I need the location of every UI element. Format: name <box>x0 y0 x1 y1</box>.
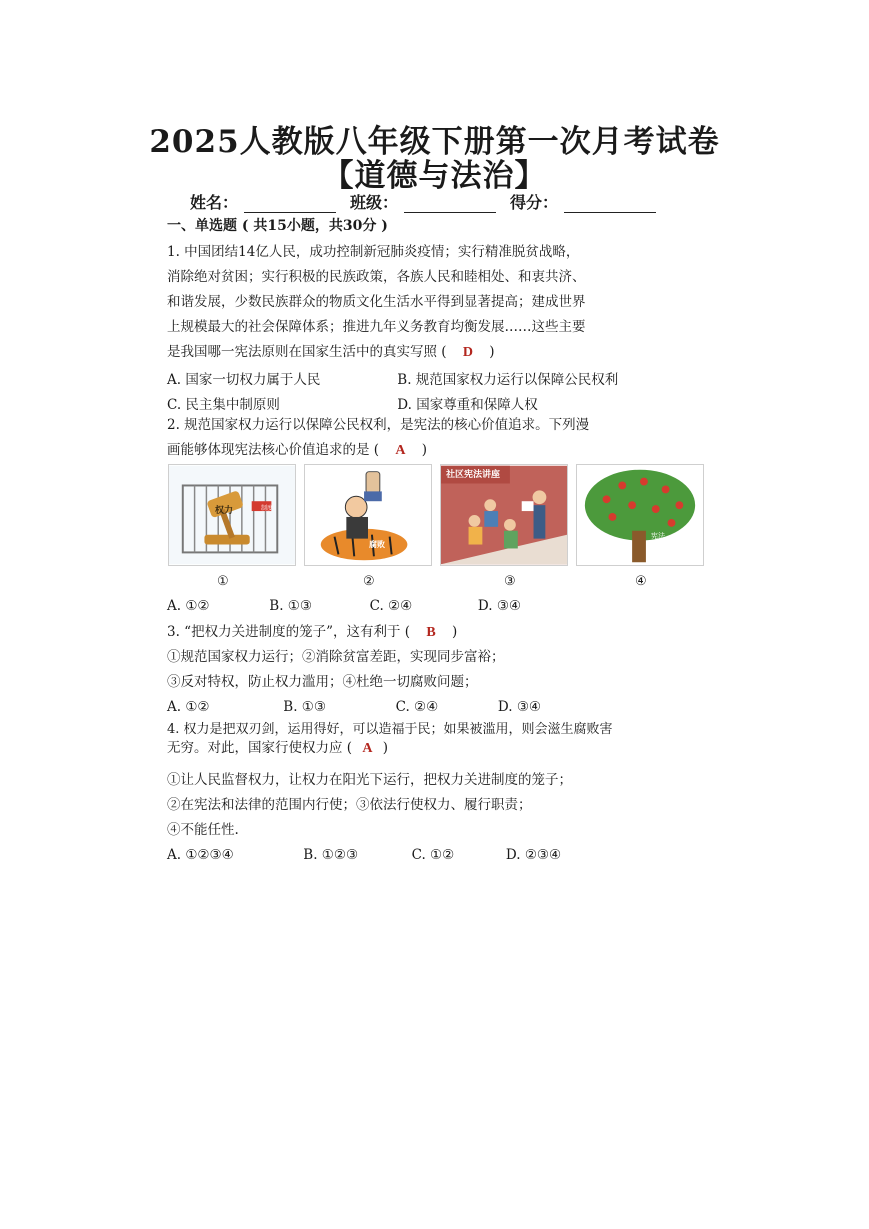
exam-title: 2025人教版八年级下册第一次月考试卷 <box>149 124 720 160</box>
q3-option-a[interactable]: A. ①② <box>167 699 210 715</box>
lecture-icon <box>441 465 567 565</box>
score-field[interactable] <box>564 198 656 213</box>
fist-tiger-icon <box>305 465 431 565</box>
q2-options <box>167 598 521 614</box>
q3-stem-text: 3. “把权力关进制度的笼子”，这有利于 ( <box>167 624 411 640</box>
cartoon-3-sign: 社区宪法讲座 <box>446 470 501 480</box>
q2-line-1: 2. 规范国家权力运行以保障公民权利，是宪法的核心价值追求。下列漫 <box>167 417 590 433</box>
q3-option-c[interactable]: C. ②④ <box>395 699 439 715</box>
cartoon-2-label: 腐败 <box>369 539 385 549</box>
q1-option-a[interactable]: A. 国家一切权力属于人民 <box>167 372 321 388</box>
q4-line-2 <box>167 740 388 758</box>
q2-stem-text: 画能够体现宪法核心价值追求的是 ( <box>167 442 380 458</box>
cartoon-1-label: 权力 <box>215 506 234 516</box>
caption-4: ④ <box>635 574 647 589</box>
cartoon-strip <box>168 464 704 566</box>
q2-option-a[interactable]: A. ①② <box>167 598 210 614</box>
q1-answer: D <box>462 345 473 360</box>
q1-stem-text: 是我国哪一宪法原则在国家生活中的真实写照 ( <box>167 344 447 360</box>
caption-2: ② <box>363 574 375 589</box>
q1-option-b[interactable]: B. 规范国家权力运行以保障公民权利 <box>397 372 619 388</box>
q1-close-paren: ) <box>489 344 495 360</box>
name-label: 姓名： <box>190 193 239 212</box>
q3-option-b[interactable]: B. ①③ <box>283 699 327 715</box>
q4-items-1: ①让人民监督权力，让权力在阳光下运行，把权力关进制度的笼子； <box>167 772 572 788</box>
class-label: 班级： <box>350 193 399 212</box>
q4-stem-text: 无穷。对此，国家行使权力应 ( <box>167 740 353 756</box>
name-field[interactable] <box>244 198 336 213</box>
cartoon-1-sign: 制度 <box>261 505 274 512</box>
q1-option-d[interactable]: D. 国家尊重和保障人权 <box>397 397 538 413</box>
q4-close-paren: ) <box>382 740 389 756</box>
q3-items-2: ③反对特权，防止权力滥用；④杜绝一切腐败问题； <box>167 674 478 690</box>
q3-close-paren: ) <box>451 624 458 640</box>
cartoon-community-lecture <box>440 464 568 566</box>
q1-options-row2 <box>167 393 538 413</box>
q4-answer: A <box>362 741 373 756</box>
q1-option-c[interactable]: C. 民主集中制原则 <box>167 397 280 413</box>
exam-subject: 【道德与法治】 <box>322 158 547 194</box>
caption-3: ③ <box>504 574 516 589</box>
q2-option-d[interactable]: D. ③④ <box>477 598 522 614</box>
q1-line-2: 消除绝对贫困；实行积极的民族政策，各族人民和睦相处、和衷共济、 <box>167 269 586 285</box>
q1-stem-end <box>167 344 495 362</box>
q2-line-2 <box>167 442 427 460</box>
q2-close-paren: ) <box>421 442 428 458</box>
section-heading: 一、单选题 ( 共15小题，共30分 ) <box>167 218 388 234</box>
q1-line-3: 和谐发展，少数民族群众的物质文化生活水平得到显著提高；建成世界 <box>167 294 586 310</box>
class-field[interactable] <box>404 198 496 213</box>
score-label: 得分： <box>510 193 559 212</box>
q3-options <box>167 699 541 715</box>
q4-option-d[interactable]: D. ②③④ <box>505 847 562 863</box>
q2-option-c[interactable]: C. ②④ <box>369 598 413 614</box>
tree-icon <box>577 465 703 565</box>
q1-line-4: 上规模最大的社会保障体系；推进九年义务教育均衡发展……这些主要 <box>167 319 586 335</box>
q4-items-2: ②在宪法和法律的范围内行使；③依法行使权力、履行职责； <box>167 797 532 813</box>
cartoon-anti-corruption <box>304 464 432 566</box>
q4-items-3: ④不能任性. <box>167 822 239 838</box>
q4-line-1: 4. 权力是把双刃剑，运用得好，可以造福于民；如果被滥用，则会滋生腐败害 <box>167 722 613 737</box>
q1-options-row1 <box>167 368 618 388</box>
cartoon-power-in-cage <box>168 464 296 566</box>
caption-1: ① <box>217 574 229 589</box>
q4-options <box>167 847 561 863</box>
q4-option-c[interactable]: C. ①② <box>411 847 455 863</box>
q3-items-1: ①规范国家权力运行；②消除贫富差距，实现同步富裕； <box>167 649 505 665</box>
q4-option-a[interactable]: A. ①②③④ <box>167 847 234 863</box>
q3-stem <box>167 624 457 642</box>
q4-option-b[interactable]: B. ①②③ <box>303 847 359 863</box>
q3-answer: B <box>426 625 436 640</box>
cartoon-4-label: 宪法 <box>651 532 665 540</box>
q1-line-1: 1. 中国团结14亿人民，成功控制新冠肺炎疫情；实行精准脱贫战略， <box>167 244 580 260</box>
student-info-row <box>190 190 710 213</box>
q3-option-d[interactable]: D. ③④ <box>497 699 542 715</box>
q2-option-b[interactable]: B. ①③ <box>269 598 313 614</box>
q2-answer: A <box>395 443 406 458</box>
cartoon-constitution-tree <box>576 464 704 566</box>
